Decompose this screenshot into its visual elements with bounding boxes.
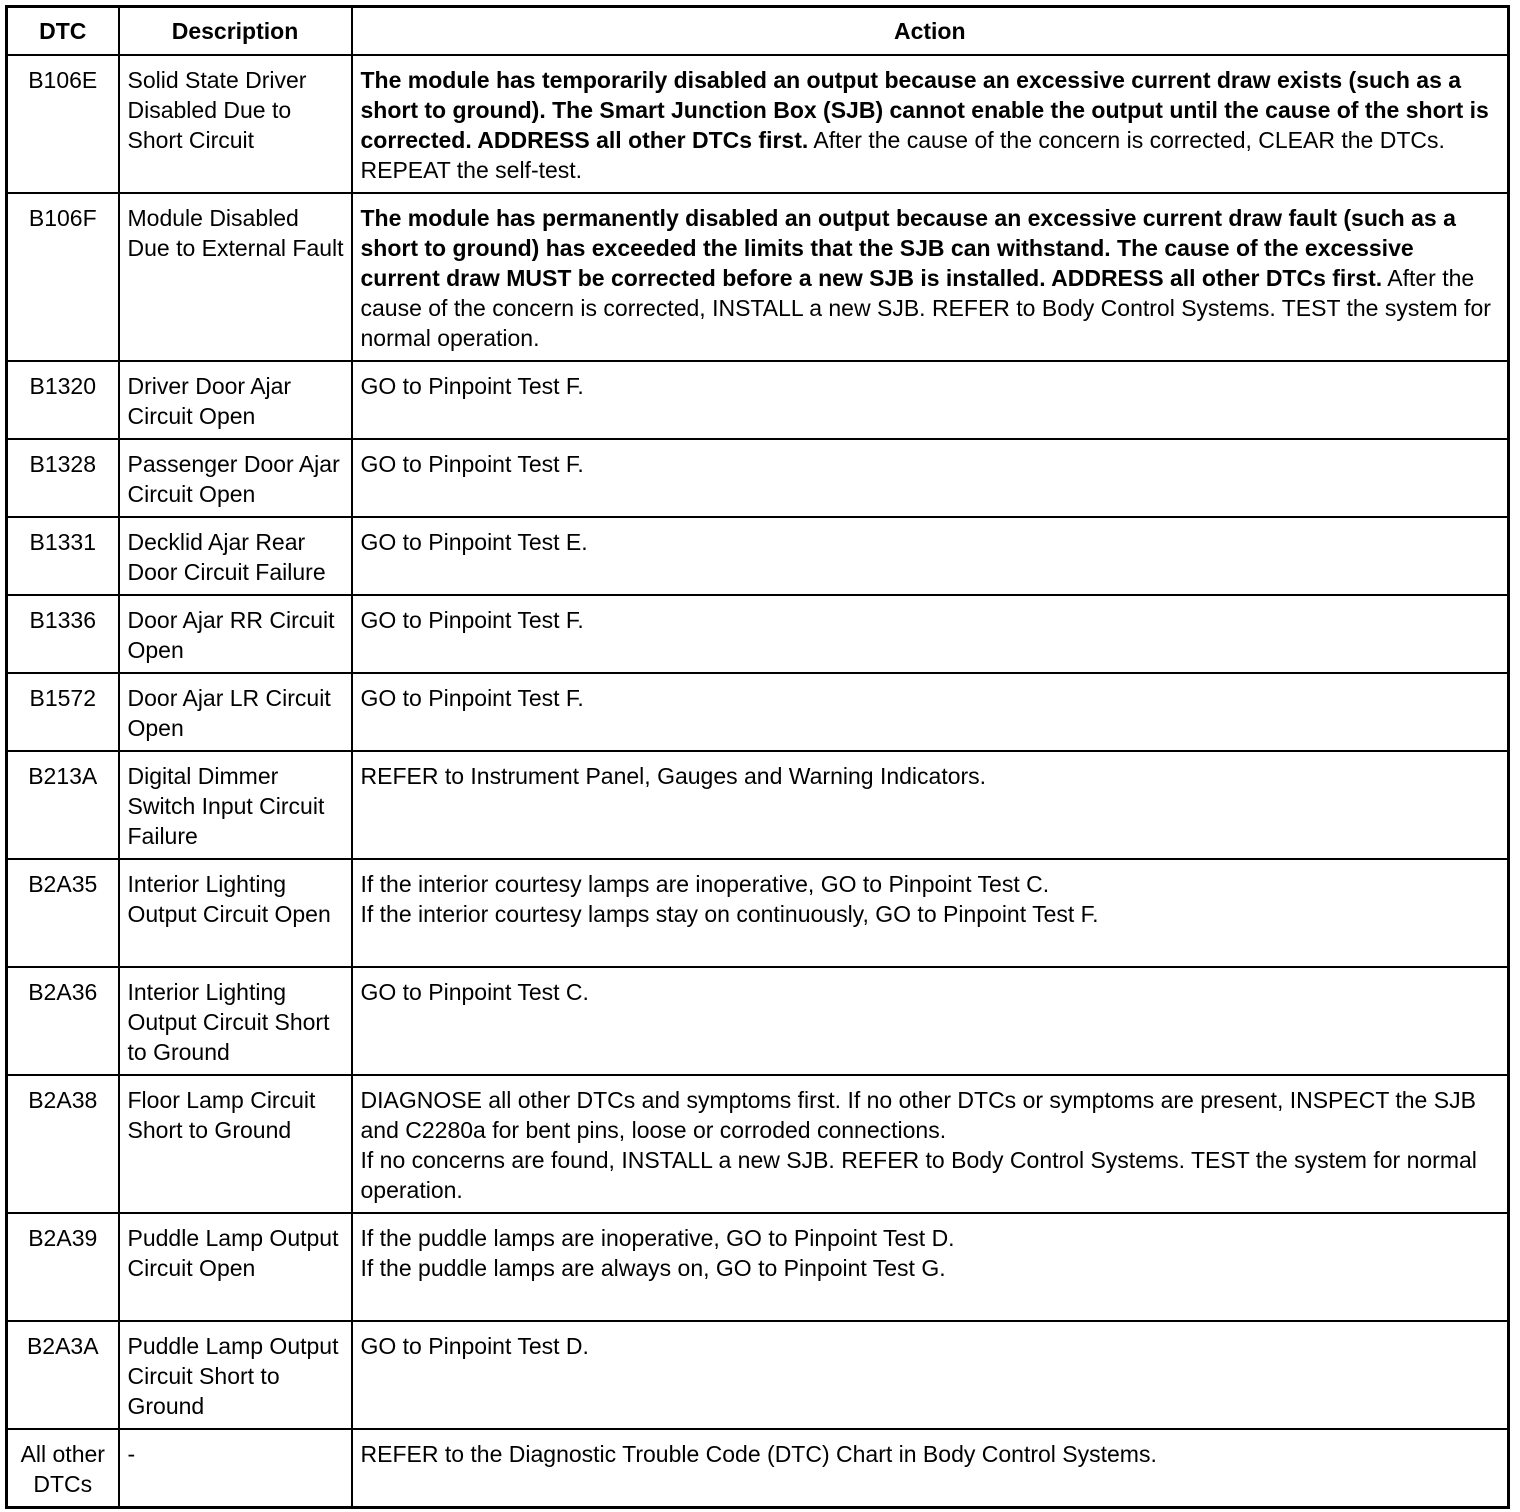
header-row (7, 7, 1509, 56)
dtc-code: B2A39 (7, 1213, 119, 1321)
dtc-action (352, 1321, 1509, 1429)
table-row (7, 193, 1509, 361)
dtc-description: Floor Lamp Circuit Short to Ground (119, 1075, 352, 1213)
header-description: Description (119, 7, 352, 56)
dtc-code: B1336 (7, 595, 119, 673)
dtc-code: B2A38 (7, 1075, 119, 1213)
dtc-action (352, 439, 1509, 517)
dtc-code: B106F (7, 193, 119, 361)
dtc-code: B2A3A (7, 1321, 119, 1429)
table-row (7, 361, 1509, 439)
table-row (7, 859, 1509, 967)
dtc-description: Digital Dimmer Switch Input Circuit Failure (119, 751, 352, 859)
table-row (7, 1213, 1509, 1321)
action-text: GO to Pinpoint Test F. (360, 373, 584, 399)
dtc-description: - (119, 1429, 352, 1508)
action-text: GO to Pinpoint Test D. (360, 1333, 589, 1359)
action-text: DIAGNOSE all other DTCs and symptoms first. If no other DTCs or symptoms are present, INSPECT the SJB and C2280a for bent pins, loose or corroded connections. If no concerns are found, INSTALL a new SJB. REFER to Body Control Systems. TEST the system for normal operation. (360, 1087, 1477, 1203)
dtc-action (352, 1213, 1509, 1321)
action-text: If the puddle lamps are inoperative, GO to Pinpoint Test D. If the puddle lamps are always on, GO to Pinpoint Test G. (360, 1225, 955, 1281)
dtc-description: Door Ajar LR Circuit Open (119, 673, 352, 751)
dtc-action (352, 751, 1509, 859)
action-text: If the interior courtesy lamps are inoperative, GO to Pinpoint Test C. If the interior courtesy lamps stay on continuously, GO to Pinpoint Test F. (360, 871, 1099, 927)
action-text: GO to Pinpoint Test F. (360, 451, 584, 477)
dtc-action (352, 1429, 1509, 1508)
table-row (7, 439, 1509, 517)
dtc-action (352, 859, 1509, 967)
table-row (7, 1075, 1509, 1213)
action-text: GO to Pinpoint Test F. (360, 685, 584, 711)
dtc-description: Module Disabled Due to External Fault (119, 193, 352, 361)
table-row (7, 517, 1509, 595)
dtc-description: Puddle Lamp Output Circuit Short to Ground (119, 1321, 352, 1429)
action-text: GO to Pinpoint Test E. (360, 529, 588, 555)
dtc-code: B2A36 (7, 967, 119, 1075)
action-text: REFER to the Diagnostic Trouble Code (DTC) Chart in Body Control Systems. (360, 1441, 1157, 1467)
table-row (7, 595, 1509, 673)
dtc-action (352, 673, 1509, 751)
action-text: GO to Pinpoint Test F. (360, 607, 584, 633)
dtc-code: B1320 (7, 361, 119, 439)
dtc-code: B1572 (7, 673, 119, 751)
dtc-description: Door Ajar RR Circuit Open (119, 595, 352, 673)
dtc-table (5, 5, 1510, 1509)
dtc-description: Puddle Lamp Output Circuit Open (119, 1213, 352, 1321)
dtc-code: B1331 (7, 517, 119, 595)
table-row (7, 673, 1509, 751)
action-text: GO to Pinpoint Test C. (360, 979, 589, 1005)
action-emphasis: The module has temporarily disabled an output because an excessive current draw exists (such as a short to ground). The Smart Junction Box (SJB) cannot enable the output until the cause of the short is corrected. ADDRESS all other DTCs first. (360, 67, 1489, 153)
dtc-action (352, 1075, 1509, 1213)
dtc-description: Solid State Driver Disabled Due to Short Circuit (119, 55, 352, 193)
dtc-description: Interior Lighting Output Circuit Short to Ground (119, 967, 352, 1075)
dtc-description: Decklid Ajar Rear Door Circuit Failure (119, 517, 352, 595)
table-row (7, 751, 1509, 859)
table-row (7, 967, 1509, 1075)
dtc-description: Passenger Door Ajar Circuit Open (119, 439, 352, 517)
dtc-action (352, 517, 1509, 595)
dtc-code: All other DTCs (7, 1429, 119, 1508)
action-text: REFER to Instrument Panel, Gauges and Warning Indicators. (360, 763, 987, 789)
dtc-description: Driver Door Ajar Circuit Open (119, 361, 352, 439)
dtc-action (352, 193, 1509, 361)
dtc-action (352, 361, 1509, 439)
dtc-action (352, 967, 1509, 1075)
dtc-code: B2A35 (7, 859, 119, 967)
dtc-action (352, 55, 1509, 193)
dtc-description: Interior Lighting Output Circuit Open (119, 859, 352, 967)
dtc-code: B106E (7, 55, 119, 193)
action-emphasis: The module has permanently disabled an output because an excessive current draw fault (such as a short to ground) has exceeded the limits that the SJB can withstand. The cause of the excessive current draw MUST be corrected before a new SJB is installed. ADDRESS all other DTCs first. (360, 205, 1456, 291)
header-action: Action (352, 7, 1509, 56)
dtc-action (352, 595, 1509, 673)
table-row (7, 1429, 1509, 1508)
dtc-code: B1328 (7, 439, 119, 517)
dtc-code: B213A (7, 751, 119, 859)
action-text: After the cause of the concern is corrected, INSTALL a new SJB. REFER to Body Control Systems. TEST the system for normal operation. (360, 265, 1491, 351)
header-dtc: DTC (7, 7, 119, 56)
action-text: After the cause of the concern is corrected, CLEAR the DTCs. REPEAT the self-test. (360, 127, 1445, 183)
table-row (7, 55, 1509, 193)
table-row (7, 1321, 1509, 1429)
